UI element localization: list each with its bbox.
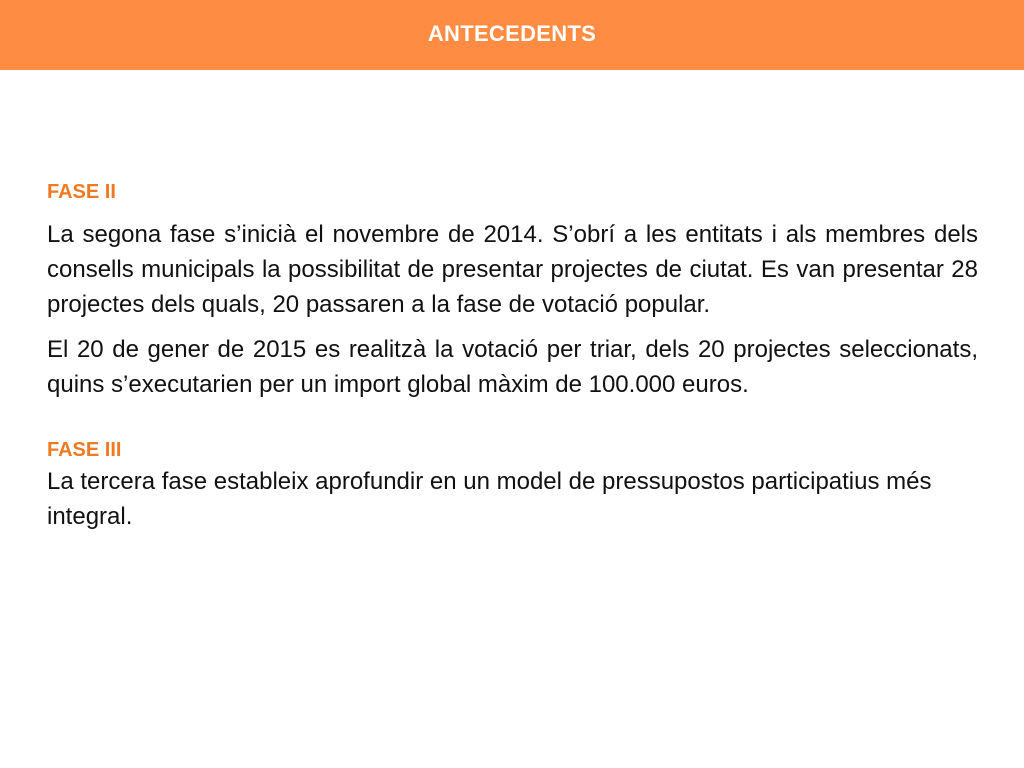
paragraph: El 20 de gener de 2015 es realitzà la votació per triar, dels 20 projectes seleccionats, quins s’executarien per un import global màxim de 100.000 euros. [47,336,978,398]
section-fase-ii [47,180,978,402]
slide-title: ANTECEDENTS [427,21,597,46]
slide-header-bar [0,0,1024,70]
paragraph: La tercera fase estableix aprofundir en un model de pressupostos participatius més integral. [47,468,932,530]
paragraph: La segona fase s’inicià el novembre de 2014. S’obrí a les entitats i als membres dels consells municipals la possibilitat de presentar projectes de ciutat. Es van presentar 28 projectes dels quals, 20 passaren a la fase de votació popular. [47,221,978,318]
section-heading: FASE III [47,439,122,461]
slide-content [47,180,978,534]
section-fase-iii [47,438,978,534]
section-heading: FASE II [47,181,116,203]
